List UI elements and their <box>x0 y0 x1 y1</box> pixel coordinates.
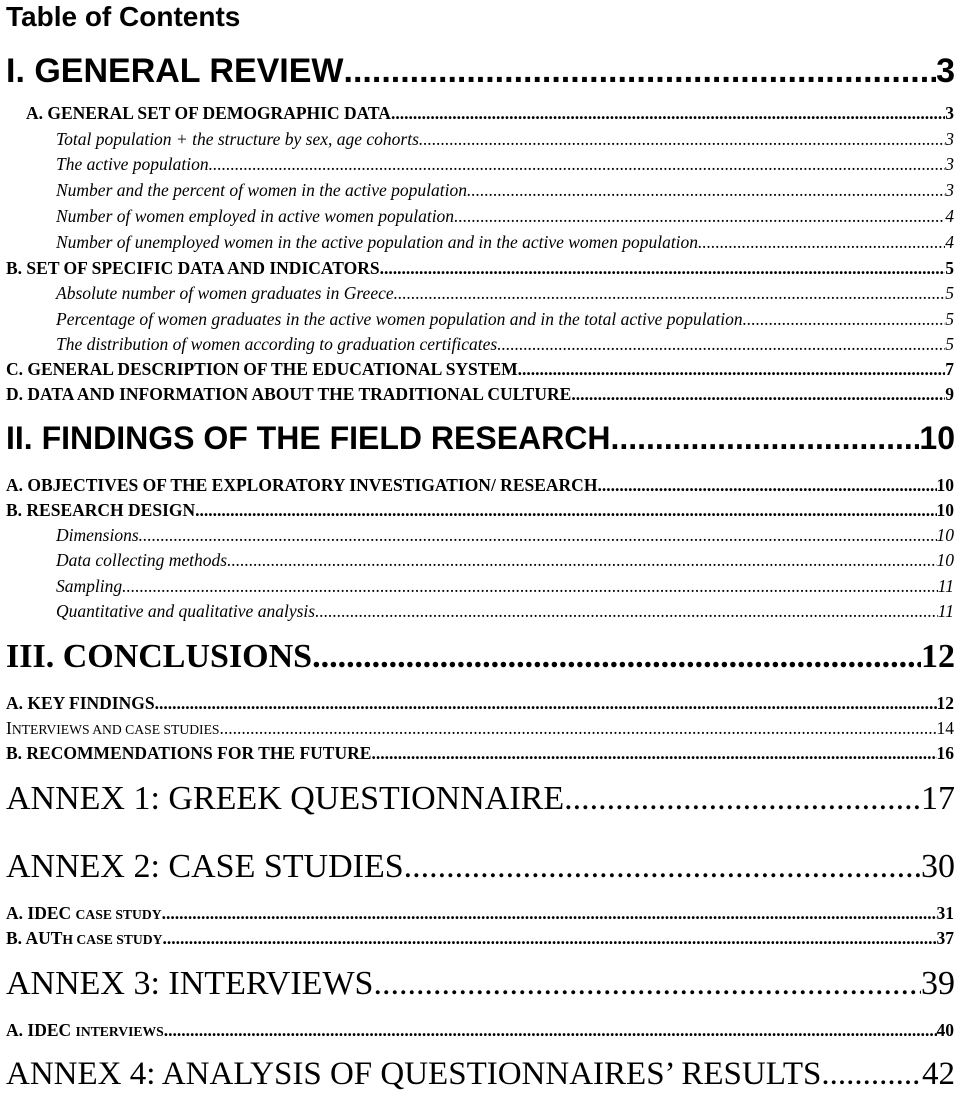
dot-leader <box>162 903 937 924</box>
toc-entry-label: ANNEX 2: CASE STUDIES <box>6 848 404 885</box>
toc-entry-label: Percentage of women graduates in the active women population and in the total active population <box>56 309 743 329</box>
toc-entry-women-graduates[interactable] <box>56 283 954 304</box>
dot-leader <box>139 525 937 546</box>
toc-entry-page: 31 <box>936 903 954 923</box>
toc-entry-page: 4 <box>945 232 954 252</box>
toc-entry-label <box>6 903 162 924</box>
dot-leader <box>571 384 945 405</box>
dot-leader <box>122 576 938 597</box>
toc-entry-label: A. OBJECTIVES OF THE EXPLORATORY INVESTIGATION/ RESEARCH <box>6 475 598 495</box>
toc-entry-women-employed[interactable] <box>56 206 954 227</box>
toc-entry-page: 11 <box>937 601 954 621</box>
dot-leader <box>564 780 921 818</box>
toc-entry-traditional-culture[interactable] <box>6 384 954 405</box>
toc-entry-label: Number and the percent of women in the active population <box>56 180 468 200</box>
toc-entry-page: 17 <box>921 780 955 817</box>
toc-entry-field-research[interactable] <box>6 420 955 457</box>
toc-entry-page: 14 <box>936 718 954 738</box>
dot-leader <box>315 601 938 622</box>
toc-entry-idec-case-study[interactable] <box>6 903 954 924</box>
dot-leader <box>467 180 945 201</box>
toc-entry-key-findings[interactable] <box>6 693 954 714</box>
toc-entry-conclusions[interactable] <box>6 638 955 676</box>
toc-entry-page: 10 <box>936 550 954 570</box>
dot-leader <box>220 718 937 739</box>
dot-leader <box>227 550 936 571</box>
toc-entry-label: Number of women employed in active women population <box>56 206 455 226</box>
dot-leader <box>454 206 945 227</box>
toc-entry-page: 40 <box>936 1020 954 1040</box>
toc-entry-label-smallcaps: H CASE STUDY <box>62 932 163 947</box>
toc-entry-page: 10 <box>936 525 954 545</box>
toc-entry-label: ANNEX 4: ANALYSIS OF QUESTIONNAIRES’ RESULTS <box>6 1056 822 1092</box>
toc-entry-graduation-certificates[interactable] <box>56 334 954 355</box>
toc-entry-active-population[interactable] <box>56 154 954 175</box>
toc-entry-label: The active population. <box>56 154 213 174</box>
toc-entry-label: The distribution of women according to graduation certificates <box>56 334 498 354</box>
toc-entry-label-initial: B. AUT <box>6 928 63 948</box>
dot-leader <box>394 283 946 304</box>
dot-leader <box>404 848 921 886</box>
toc-entry-page: 3 <box>936 52 955 90</box>
toc-entry-label: C. GENERAL DESCRIPTION OF THE EDUCATIONAL SYSTEM <box>6 359 518 379</box>
toc-entry-page: 10 <box>919 420 955 456</box>
toc-entry-label-initial: A. IDEC <box>6 1020 76 1040</box>
toc-entry-label: B. RECOMMENDATIONS FOR THE FUTURE <box>6 743 372 763</box>
toc-entry-page: 5 <box>945 258 954 278</box>
toc-entry-page: 5 <box>945 283 954 303</box>
toc-entry-page: 10 <box>936 500 954 520</box>
dot-leader <box>155 693 937 714</box>
dot-leader <box>380 258 946 279</box>
toc-entry-label: Quantitative and qualitative analysis <box>56 601 316 621</box>
toc-entry-page: 37 <box>936 928 954 948</box>
dot-leader <box>597 475 936 496</box>
toc-entry-page: 9 <box>945 384 954 404</box>
toc-entry-general-review[interactable] <box>6 52 955 91</box>
toc-entry-page: 11 <box>937 576 954 596</box>
toc-entry-page: 3 <box>945 154 954 174</box>
toc-entry-label-smallcaps: CASE STUDY <box>75 907 162 922</box>
dot-leader <box>344 52 937 91</box>
toc-entry-label: ANNEX 3: INTERVIEWS <box>6 965 374 1002</box>
dot-leader <box>497 334 945 355</box>
toc-entry-label <box>6 1020 164 1041</box>
toc-entry-page: 16 <box>936 743 954 763</box>
dot-leader <box>821 1056 922 1093</box>
toc-entry-annex-3[interactable] <box>6 965 955 1003</box>
toc-entry-interviews-case-studies[interactable] <box>6 718 954 739</box>
toc-entry-label <box>6 928 162 949</box>
toc-entry-label: A. GENERAL SET OF DEMOGRAPHIC DATA <box>26 103 391 123</box>
dot-leader <box>391 103 945 124</box>
toc-entry-label: III. CONCLUSIONS <box>6 638 313 675</box>
toc-entry-page: 5 <box>945 309 954 329</box>
toc-entry-graduates-percentage[interactable] <box>56 309 954 330</box>
toc-entry-women-unemployed[interactable] <box>56 232 954 253</box>
toc-entry-demographic-data[interactable] <box>26 103 954 124</box>
toc-title: Table of Contents <box>6 1 241 32</box>
toc-entry-specific-data[interactable] <box>6 258 954 279</box>
toc-entry-research-design[interactable] <box>6 500 954 521</box>
toc-entry-total-population[interactable] <box>56 129 954 150</box>
toc-entry-label: II. FINDINGS OF THE FIELD RESEARCH <box>6 420 611 456</box>
toc-entry-educational-system[interactable] <box>6 359 954 380</box>
toc-entry-label-smallcaps: INTERVIEWS <box>75 1024 164 1039</box>
toc-entry-page: 7 <box>945 359 954 379</box>
toc-entry-label-initial: I <box>6 718 12 738</box>
toc-entry-label: ANNEX 1: GREEK QUESTIONNAIRE <box>6 780 565 817</box>
toc-entry-annex-4[interactable] <box>6 1056 955 1093</box>
toc-entry-women-percent[interactable] <box>56 180 954 201</box>
toc-entry-page: 42 <box>922 1056 955 1092</box>
toc-entry-label: B. RESEARCH DESIGN <box>6 500 196 520</box>
toc-entry-page: 5 <box>945 334 954 354</box>
dot-leader <box>373 965 921 1003</box>
toc-entry-page: 12 <box>936 693 954 713</box>
toc-entry-page: 3 <box>945 103 954 123</box>
dot-leader <box>419 129 945 150</box>
toc-entry-sampling[interactable] <box>56 576 954 597</box>
toc-entry-data-collecting[interactable] <box>56 550 954 571</box>
toc-entry-page: 10 <box>936 475 954 495</box>
toc-entry-label: Total population + the structure by sex, age cohorts <box>56 129 419 149</box>
toc-entry-annex-2[interactable] <box>6 848 955 886</box>
toc-entry-page: 12 <box>921 638 955 675</box>
toc-entry-annex-1[interactable] <box>6 780 955 818</box>
toc-entry-page: 3 <box>945 129 954 149</box>
dot-leader <box>162 928 936 949</box>
dot-leader <box>312 638 921 676</box>
toc-entry-idec-interviews[interactable] <box>6 1020 954 1041</box>
dot-leader <box>164 1020 937 1041</box>
toc-entry-page: 30 <box>921 848 955 885</box>
toc-entry-label: Data collecting methods <box>56 550 228 570</box>
toc-entry-page: 39 <box>921 965 955 1002</box>
dot-leader <box>195 500 936 521</box>
toc-entry-label: A. KEY FINDINGS <box>6 693 155 713</box>
toc-entry-auth-case-study[interactable] <box>6 928 954 949</box>
toc-entry-recommendations[interactable] <box>6 743 954 764</box>
dot-leader <box>518 359 946 380</box>
toc-entry-label: D. DATA AND INFORMATION ABOUT THE TRADITIONAL CULTURE <box>6 384 572 404</box>
toc-entry-label <box>6 718 220 739</box>
toc-entry-label-smallcaps: NTERVIEWS AND CASE STUDIES <box>11 722 220 737</box>
toc-entry-label: Number of unemployed women in the active population and in the active women population <box>56 232 699 252</box>
dot-leader <box>371 743 936 764</box>
toc-entry-dimensions[interactable] <box>56 525 954 546</box>
dot-leader <box>698 232 945 253</box>
toc-entry-objectives[interactable] <box>6 475 954 496</box>
toc-entry-page: 4 <box>945 206 954 226</box>
toc-entry-label: Sampling <box>56 576 123 596</box>
toc-entry-label-initial: A. IDEC <box>6 903 76 923</box>
dot-leader <box>610 420 919 457</box>
toc-entry-label: B. SET OF SPECIFIC DATA AND INDICATORS <box>6 258 380 278</box>
dot-leader <box>213 154 945 175</box>
toc-entry-analysis[interactable] <box>56 601 954 622</box>
dot-leader <box>743 309 946 330</box>
toc-entry-page: 3 <box>945 180 954 200</box>
toc-entry-label: Absolute number of women graduates in Greece <box>56 283 394 303</box>
toc-entry-label: I. GENERAL REVIEW <box>6 52 344 90</box>
toc-entry-label: Dimensions <box>56 525 139 545</box>
